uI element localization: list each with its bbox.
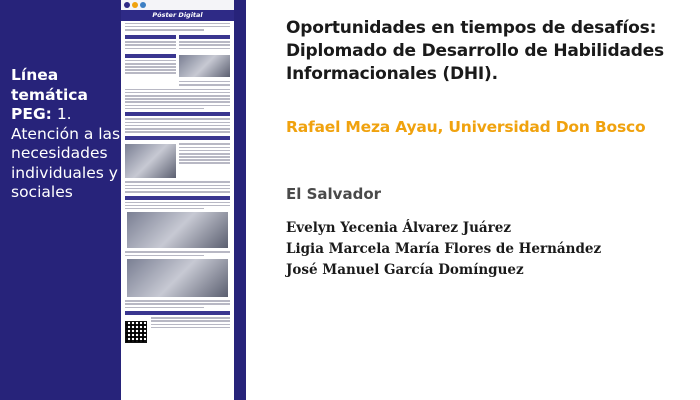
poster-photo xyxy=(179,55,230,77)
poster-logos xyxy=(121,0,234,10)
logo-icon xyxy=(132,2,138,8)
track-panel xyxy=(0,0,246,400)
author-name: Evelyn Yecenia Álvarez Juárez xyxy=(286,220,512,236)
poster-title: Póster Digital xyxy=(121,10,234,21)
track-prefix: Línea temática PEG: xyxy=(11,66,88,123)
presenter: Rafael Meza Ayau, Universidad Don Bosco xyxy=(286,118,646,136)
poster-photo xyxy=(127,212,228,248)
track-label xyxy=(11,66,121,203)
digital-poster-thumbnail xyxy=(121,0,234,400)
author-name: José Manuel García Domínguez xyxy=(286,262,524,278)
poster-photo xyxy=(127,259,228,297)
poster-photo xyxy=(125,144,176,178)
logo-icon xyxy=(124,2,130,8)
author-name: Ligia Marcela María Flores de Hernández xyxy=(286,241,602,257)
talk-title: Oportunidades en tiempos de desafíos: Diplomado de Desarrollo de Habilidades Informacionales (DHI). xyxy=(286,18,664,84)
qr-code-icon xyxy=(125,321,147,343)
authors-list xyxy=(286,218,601,281)
country: El Salvador xyxy=(286,185,382,203)
logo-icon xyxy=(140,2,146,8)
track-text: 1. Atención a las necesidades individuales y sociales xyxy=(11,105,121,201)
